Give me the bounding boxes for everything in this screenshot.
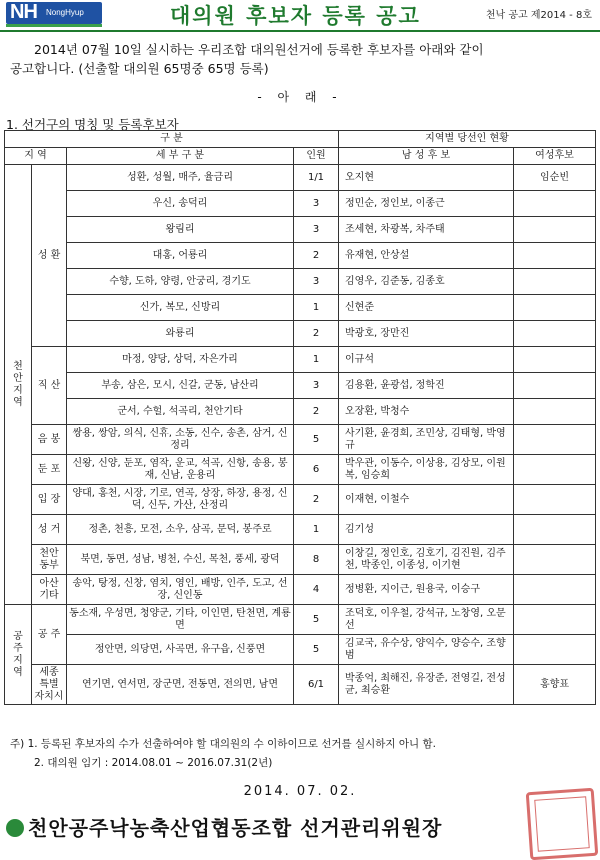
table-row [5,545,596,575]
table-row [5,269,596,295]
female-cell: 홍향표 [514,665,596,705]
female-cell [514,605,596,635]
table-row [5,665,596,705]
female-cell [514,545,596,575]
sub-gongju: 공 주 [32,605,67,665]
sub-asan-gita: 아산 기타 [32,575,67,605]
male-cell: 이규석 [339,347,514,373]
detail-cell: 쌍용, 쌍암, 의식, 신휴, 소동, 신수, 송촌, 삼거, 신정리 [67,425,294,455]
official-seal-icon [526,788,599,860]
note-1: 주) 1. 등록된 후보자의 수가 선출하여야 할 대의원의 수 이하이므로 선거를 실시하지 아니 함. [10,738,436,750]
seats-cell: 2 [294,399,339,425]
seats-cell: 1 [294,515,339,545]
male-cell: 김영우, 김준동, 김종호 [339,269,514,295]
female-cell [514,425,596,455]
logo-stripe [6,24,102,27]
table-row [5,373,596,399]
table-row [5,425,596,455]
seats-cell: 1 [294,347,339,373]
sub-ipjang: 입 장 [32,485,67,515]
detail-cell: 북면, 동면, 성남, 병천, 수신, 목천, 풍세, 광덕 [67,545,294,575]
detail-cell: 마정, 양당, 상덕, 자은가리 [67,347,294,373]
notice-number: 천낙 공고 제2014 - 8호 [485,10,592,21]
logo-text: NH [10,1,37,23]
male-cell: 오지현 [339,165,514,191]
table-row [5,191,596,217]
table-row [5,295,596,321]
detail-cell: 대홍, 어룡리 [67,243,294,269]
seats-cell: 2 [294,243,339,269]
notice-date: 2014. 07. 02. [243,784,357,799]
intro-line-1: 2014년 07월 10일 실시하는 우리조합 대의원선거에 등록한 후보자를 아래와 같이 [34,42,484,57]
male-cell: 이재현, 이철수 [339,485,514,515]
seats-cell: 2 [294,485,339,515]
seats-cell: 4 [294,575,339,605]
issuer-name: 천안공주낙농축산업협동조합 선거관리위원장 [28,816,443,840]
issuer [6,812,442,841]
seats-cell: 3 [294,269,339,295]
table-row [5,455,596,485]
seats-cell: 3 [294,373,339,399]
col-region: 지 역 [5,148,67,165]
sub-eumbong: 음 봉 [32,425,67,455]
logo-subtext: NongHyup [46,8,84,17]
sub-seonggeo: 성 거 [32,515,67,545]
table-row [5,217,596,243]
detail-cell: 와룡리 [67,321,294,347]
detail-cell: 연기면, 연서면, 장군면, 전동면, 전의면, 남면 [67,665,294,705]
intro-paragraph [10,40,595,78]
table-row [5,485,596,515]
seats-cell: 1/1 [294,165,339,191]
female-cell [514,243,596,269]
male-cell: 신현준 [339,295,514,321]
male-cell: 정민순, 정인보, 이종근 [339,191,514,217]
female-cell [514,295,596,321]
detail-cell: 왕림리 [67,217,294,243]
table-row [5,605,596,635]
below-heading: - 아 래 - [257,90,343,104]
seats-cell: 1 [294,295,339,321]
male-cell: 오장환, 박청수 [339,399,514,425]
detail-cell: 신왕, 신양, 둔포, 염작, 운교, 석곡, 신항, 송용, 봉재, 신남, 운용리 [67,455,294,485]
sub-jiksan: 직 산 [32,347,67,425]
female-cell [514,347,596,373]
detail-cell: 정안면, 의당면, 사곡면, 유구읍, 신풍면 [67,635,294,665]
notes [10,735,436,773]
male-cell: 박광호, 장만진 [339,321,514,347]
male-cell: 김교국, 유수상, 양익수, 양승수, 조향범 [339,635,514,665]
female-cell: 임순빈 [514,165,596,191]
note-2: 2. 대의원 임기 : 2014.08.01 ~ 2016.07.31(2년) [34,757,273,769]
intro-line-2: 공고합니다. (선출할 대의원 65명중 65명 등록) [10,61,269,76]
male-cell: 박종억, 최해진, 유장준, 전영길, 전성균, 최승환 [339,665,514,705]
detail-cell: 수향, 도하, 양령, 안궁리, 경기도 [67,269,294,295]
region-gongju: 공 주 지 역 [5,605,32,705]
male-cell: 김용환, 윤광섭, 정학진 [339,373,514,399]
detail-cell: 송악, 탕정, 신창, 염치, 영인, 배방, 인주, 도고, 선장, 신인동 [67,575,294,605]
table-row [5,515,596,545]
detail-cell: 동소재, 우성면, 청양군, 기타, 이인면, 탄천면, 계룡면 [67,605,294,635]
table-row [5,347,596,373]
candidate-table [4,130,596,705]
seats-cell: 3 [294,217,339,243]
female-cell [514,269,596,295]
detail-cell: 신가, 복모, 신방리 [67,295,294,321]
sub-sejong: 세종 특별 자치시 [32,665,67,705]
table-row [5,165,596,191]
region-cheonan: 천 안 지 역 [5,165,32,605]
female-cell [514,575,596,605]
header [0,0,600,34]
sub-seonghwan: 성 환 [32,165,67,347]
seats-cell: 6 [294,455,339,485]
seats-cell: 5 [294,635,339,665]
female-cell [514,485,596,515]
detail-cell: 부송, 삼은, 모시, 신갈, 군동, 남산리 [67,373,294,399]
seats-cell: 5 [294,425,339,455]
detail-cell: 양대, 홍천, 시장, 기로, 연곡, 상장, 하장, 용정, 신덕, 신두, 가산, 산정리 [67,485,294,515]
seats-cell: 2 [294,321,339,347]
male-cell: 사기환, 윤경희, 조민상, 김태형, 박영규 [339,425,514,455]
header-status: 지역별 당선인 현황 [339,131,596,148]
header-divider [0,30,600,32]
col-seats: 인원 [294,148,339,165]
seats-cell: 5 [294,605,339,635]
table-row [5,635,596,665]
male-cell: 김기성 [339,515,514,545]
sub-cheonan-dongbu: 천안 동부 [32,545,67,575]
col-female: 여성후보 [514,148,596,165]
seats-cell: 6/1 [294,665,339,705]
detail-cell: 우신, 송덕리 [67,191,294,217]
female-cell [514,515,596,545]
table-row [5,321,596,347]
nonghyup-logo [6,2,102,24]
detail-cell: 군서, 수헐, 석곡리, 천안기타 [67,399,294,425]
male-cell: 조덕호, 이우철, 강석규, 노창영, 오문선 [339,605,514,635]
detail-cell: 정촌, 천흥, 모전, 소우, 삼곡, 문덕, 봉주로 [67,515,294,545]
female-cell [514,191,596,217]
table-row [5,243,596,269]
male-cell: 유재현, 안상설 [339,243,514,269]
header-gubun: 구 분 [5,131,339,148]
female-cell [514,399,596,425]
male-cell: 조세현, 차광복, 차주태 [339,217,514,243]
male-cell: 박우관, 이동수, 이상용, 김상모, 이원복, 임승희 [339,455,514,485]
col-detail: 세 부 구 분 [67,148,294,165]
section-title: 1. 선거구의 명칭 및 등록후보자 [6,117,179,132]
female-cell [514,217,596,243]
male-cell: 이창길, 정인호, 김호기, 김진원, 김주천, 박종인, 이종성, 이기현 [339,545,514,575]
seats-cell: 8 [294,545,339,575]
female-cell [514,635,596,665]
female-cell [514,321,596,347]
sub-dunpo: 둔 포 [32,455,67,485]
nonghyup-emblem-icon [6,819,24,837]
table-row [5,575,596,605]
detail-cell: 성환, 성월, 매주, 율금리 [67,165,294,191]
table-row [5,399,596,425]
page-title: 대의원 후보자 등록 공고 [170,4,421,28]
male-cell: 정병환, 지이근, 원용국, 이승구 [339,575,514,605]
col-male: 남 성 후 보 [339,148,514,165]
female-cell [514,455,596,485]
seats-cell: 3 [294,191,339,217]
female-cell [514,373,596,399]
